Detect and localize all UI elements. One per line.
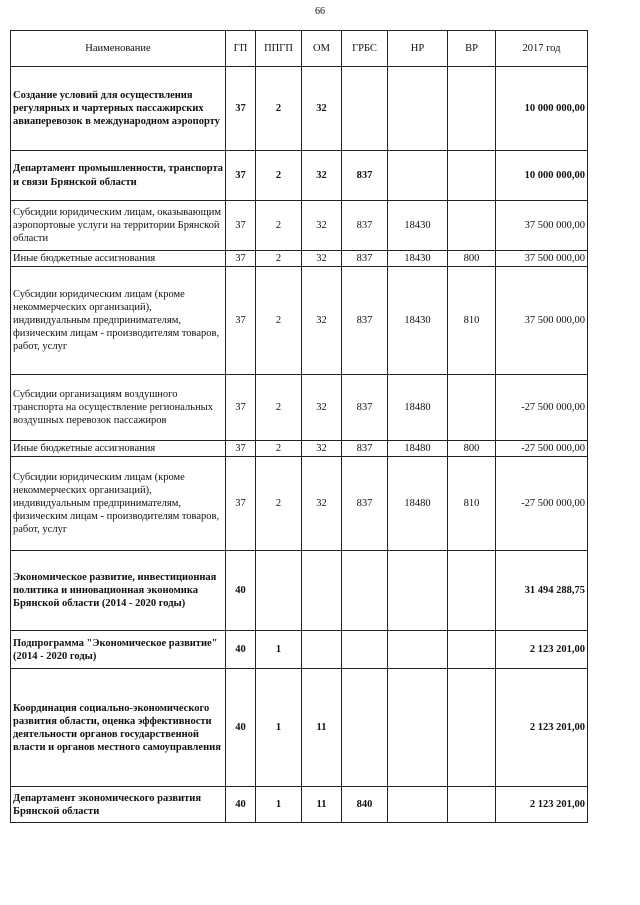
cell-vr	[448, 669, 496, 787]
cell-vr: 810	[448, 267, 496, 375]
cell-nr	[388, 787, 448, 823]
header-vr: ВР	[448, 31, 496, 67]
table-row	[11, 551, 588, 631]
cell-amount: 37 500 000,00	[496, 267, 588, 375]
cell-om	[302, 631, 342, 669]
cell-om: 11	[302, 669, 342, 787]
cell-name: Субсидии юридическим лицам (кроме некоммерческих организаций), индивидуальным предпринимателям, физическим лицам - производителям товаров, работ, услуг	[11, 457, 226, 551]
cell-vr: 810	[448, 457, 496, 551]
cell-ppgp: 2	[256, 457, 302, 551]
cell-gp: 40	[226, 669, 256, 787]
cell-gp: 37	[226, 67, 256, 151]
header-ppgp: ППГП	[256, 31, 302, 67]
cell-gp: 37	[226, 457, 256, 551]
cell-ppgp: 2	[256, 151, 302, 201]
header-grbs: ГРБС	[342, 31, 388, 67]
header-om: ОМ	[302, 31, 342, 67]
cell-gp: 37	[226, 441, 256, 457]
cell-grbs: 837	[342, 441, 388, 457]
cell-vr	[448, 151, 496, 201]
cell-om: 32	[302, 251, 342, 267]
cell-grbs: 837	[342, 375, 388, 441]
cell-nr: 18430	[388, 267, 448, 375]
cell-nr	[388, 151, 448, 201]
cell-om: 32	[302, 441, 342, 457]
cell-ppgp: 2	[256, 251, 302, 267]
cell-ppgp: 2	[256, 441, 302, 457]
cell-nr: 18480	[388, 457, 448, 551]
cell-vr	[448, 787, 496, 823]
cell-amount: 2 123 201,00	[496, 787, 588, 823]
cell-grbs: 837	[342, 267, 388, 375]
cell-grbs	[342, 551, 388, 631]
header-gp: ГП	[226, 31, 256, 67]
cell-vr	[448, 67, 496, 151]
cell-amount: 10 000 000,00	[496, 67, 588, 151]
cell-vr: 800	[448, 251, 496, 267]
cell-vr	[448, 375, 496, 441]
cell-gp: 37	[226, 375, 256, 441]
cell-ppgp: 2	[256, 267, 302, 375]
cell-om: 11	[302, 787, 342, 823]
cell-gp: 40	[226, 551, 256, 631]
cell-name: Иные бюджетные ассигнования	[11, 441, 226, 457]
table-row	[11, 787, 588, 823]
cell-om: 32	[302, 457, 342, 551]
cell-name: Субсидии юридическим лицам (кроме некоммерческих организаций), индивидуальным предпринимателям, физическим лицам - производителям товаров, работ, услуг	[11, 267, 226, 375]
cell-vr	[448, 551, 496, 631]
cell-ppgp: 1	[256, 631, 302, 669]
cell-gp: 37	[226, 267, 256, 375]
cell-gp: 40	[226, 787, 256, 823]
cell-vr	[448, 631, 496, 669]
table-row	[11, 251, 588, 267]
cell-grbs	[342, 631, 388, 669]
cell-name: Подпрограмма "Экономическое развитие" (2014 - 2020 годы)	[11, 631, 226, 669]
table-row	[11, 441, 588, 457]
header-amount: 2017 год	[496, 31, 588, 67]
cell-name: Экономическое развитие, инвестиционная политика и инновационная экономика Брянской области (2014 - 2020 годы)	[11, 551, 226, 631]
cell-grbs: 840	[342, 787, 388, 823]
table-row	[11, 201, 588, 251]
cell-name: Субсидии юридическим лицам, оказывающим аэропортовые услуги на территории Брянской области	[11, 201, 226, 251]
cell-om: 32	[302, 67, 342, 151]
cell-gp: 37	[226, 251, 256, 267]
cell-amount: 37 500 000,00	[496, 201, 588, 251]
table-row	[11, 67, 588, 151]
cell-om: 32	[302, 151, 342, 201]
cell-grbs: 837	[342, 201, 388, 251]
cell-name: Создание условий для осуществления регулярных и чартерных пассажирских авиаперевозок в международном аэропорту	[11, 67, 226, 151]
cell-nr: 18430	[388, 201, 448, 251]
cell-gp: 37	[226, 151, 256, 201]
table-row	[11, 669, 588, 787]
cell-ppgp: 2	[256, 201, 302, 251]
cell-ppgp: 2	[256, 67, 302, 151]
cell-gp: 40	[226, 631, 256, 669]
cell-grbs	[342, 67, 388, 151]
cell-nr: 18430	[388, 251, 448, 267]
cell-amount: 2 123 201,00	[496, 669, 588, 787]
cell-grbs: 837	[342, 251, 388, 267]
budget-table	[10, 30, 588, 823]
cell-vr: 800	[448, 441, 496, 457]
cell-name: Координация социально-экономического развития области, оценка эффективности деятельности органов государственной власти и органов местного самоуправления	[11, 669, 226, 787]
cell-om	[302, 551, 342, 631]
table-row	[11, 631, 588, 669]
cell-grbs: 837	[342, 457, 388, 551]
cell-ppgp	[256, 551, 302, 631]
cell-ppgp: 1	[256, 787, 302, 823]
cell-name: Иные бюджетные ассигнования	[11, 251, 226, 267]
cell-name: Департамент экономического развития Брянской области	[11, 787, 226, 823]
page-number: 66	[315, 6, 325, 17]
cell-amount: 37 500 000,00	[496, 251, 588, 267]
header-row	[11, 31, 588, 67]
cell-om: 32	[302, 375, 342, 441]
cell-nr: 18480	[388, 375, 448, 441]
cell-nr: 18480	[388, 441, 448, 457]
table-row	[11, 267, 588, 375]
cell-om: 32	[302, 267, 342, 375]
cell-gp: 37	[226, 201, 256, 251]
table-row	[11, 375, 588, 441]
cell-amount: -27 500 000,00	[496, 375, 588, 441]
cell-name: Департамент промышленности, транспорта и связи Брянской области	[11, 151, 226, 201]
cell-amount: 31 494 288,75	[496, 551, 588, 631]
cell-grbs	[342, 669, 388, 787]
cell-amount: 2 123 201,00	[496, 631, 588, 669]
table-row	[11, 151, 588, 201]
cell-nr	[388, 551, 448, 631]
cell-ppgp: 1	[256, 669, 302, 787]
cell-amount: 10 000 000,00	[496, 151, 588, 201]
table-row	[11, 457, 588, 551]
header-name: Наименование	[11, 31, 226, 67]
cell-amount: -27 500 000,00	[496, 457, 588, 551]
cell-nr	[388, 669, 448, 787]
cell-ppgp: 2	[256, 375, 302, 441]
header-nr: НР	[388, 31, 448, 67]
cell-name: Субсидии организациям воздушного транспорта на осуществление региональных воздушных перевозок пассажиров	[11, 375, 226, 441]
cell-grbs: 837	[342, 151, 388, 201]
cell-om: 32	[302, 201, 342, 251]
cell-nr	[388, 67, 448, 151]
cell-amount: -27 500 000,00	[496, 441, 588, 457]
cell-nr	[388, 631, 448, 669]
cell-vr	[448, 201, 496, 251]
